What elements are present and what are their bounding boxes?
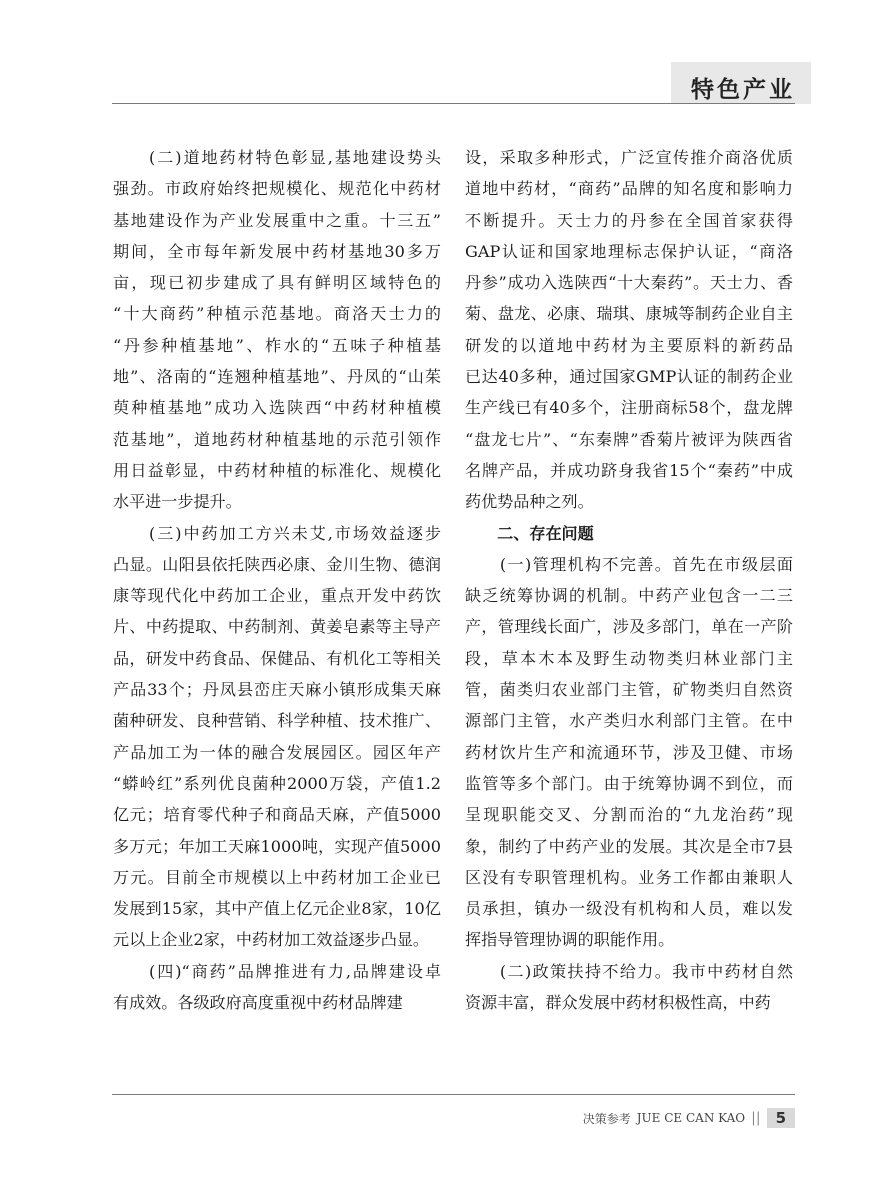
text-line: (四)“商药”品牌推进有力,品牌建设卓: [113, 961, 441, 981]
text-line: 亿元；培育零代种子和商品天麻，产值5000: [113, 805, 441, 825]
text-line: 药材饮片生产和流通环节，涉及卫健、市场: [465, 742, 793, 762]
text-line: 强劲。市政府始终把规模化、规范化中药材: [113, 179, 441, 199]
page-number: 5: [767, 1108, 795, 1128]
text-line: 设，采取多种形式，广泛宣传推介商洛优质: [465, 148, 793, 167]
text-line: 生产线已有40多个，注册商标58个，盘龙牌: [465, 398, 793, 418]
text-line: 象，制约了中药产业的发展。其次是全市7县: [465, 836, 793, 856]
text-line: 呈现职能交叉、分割而治的“九龙治药”现: [465, 805, 793, 825]
text-line: 挥指导管理协调的职能作用。: [465, 930, 675, 950]
text-line: 期间，全市每年新发展中药材基地30多万: [113, 241, 441, 261]
text-line: “蟒岭红”系列优良菌种2000万袋，产值1.2: [113, 773, 441, 793]
text-line: 缺乏统筹协调的机制。中药产业包含一二三: [465, 586, 793, 606]
page-footer: [583, 1108, 795, 1128]
text-line: 亩，现已初步建成了具有鲜明区域特色的: [113, 273, 441, 293]
text-line: 发展到15家，其中产值上亿元企业8家，10亿: [113, 899, 441, 919]
text-line: 源部门主管，水产类归水利部门主管。在中: [465, 711, 793, 731]
text-line: 有成效。各级政府高度重视中药材品牌建: [113, 993, 403, 1013]
text-line: 品，研发中药食品、保健品、有机化工等相关: [113, 648, 441, 668]
text-line: “盘龙七片”、“东秦牌”香菊片被评为陕西省: [465, 429, 793, 449]
text-line: 产，管理线长面广，涉及多部门，单在一产阶: [465, 617, 793, 637]
text-line: 不断提升。天士力的丹参在全国首家获得: [465, 210, 793, 230]
journal-name-cn: 决策参考: [582, 1111, 631, 1126]
text-line: (一)管理机构不完善。首先在市级层面: [465, 554, 793, 574]
footer-rule: [112, 1094, 795, 1095]
right-column: [465, 142, 793, 1018]
text-line: 员承担，镇办一级没有机构和人员，难以发: [465, 899, 793, 919]
text-line: (二)道地药材特色彰显,基地建设势头: [113, 148, 441, 167]
text-line: 凸显。山阳县依托陕西必康、金川生物、德润: [113, 554, 441, 574]
text-line: 用日益彰显，中药材种植的标准化、规模化: [113, 460, 441, 480]
text-line: GAP认证和国家地理标志保护认证，“商洛: [465, 241, 793, 261]
text-line: (二)政策扶持不给力。我市中药材自然: [465, 961, 793, 981]
text-line: 产品加工为一体的融合发展园区。园区年产: [113, 742, 441, 762]
text-line: 多万元；年加工天麻1000吨，实现产值5000: [113, 836, 441, 856]
journal-name-pinyin: JUE CE CAN KAO: [636, 1111, 746, 1125]
text-line: 丹参”成功入选陕西“十大秦药”。天士力、香: [465, 273, 793, 293]
text-line: 产品33个；丹凤县峦庄天麻小镇形成集天麻: [113, 680, 441, 700]
text-line: (三)中药加工方兴未艾,市场效益逐步: [113, 523, 441, 543]
text-line: 菊、盘龙、必康、瑞琪、康城等制药企业自主: [465, 304, 793, 324]
section-label: 特色产业: [691, 77, 795, 103]
text-line: 地”、洛南的“连翘种植基地”、丹凤的“山茱: [113, 367, 441, 387]
text-line: 范基地”，道地药材种植基地的示范引领作: [113, 429, 441, 449]
header-rule: [112, 103, 795, 104]
text-line: 研发的以道地中药材为主要原料的新药品: [465, 335, 793, 355]
left-column: [113, 142, 441, 1018]
text-line: “丹参种植基地”、柞水的“五味子种植基: [113, 335, 441, 355]
text-line: 康等现代化中药加工企业，重点开发中药饮: [113, 586, 441, 606]
text-line: 资源丰富，群众发展中药材积极性高，中药: [465, 993, 771, 1013]
text-line: 管，菌类归农业部门主管，矿物类归自然资: [465, 680, 793, 700]
text-line: 二、存在问题: [465, 523, 594, 543]
footer-separator: ||: [751, 1110, 761, 1126]
text-line: “十大商药”种植示范基地。商洛天士力的: [113, 304, 441, 324]
text-line: 监管等多个部门。由于统筹协调不到位，而: [465, 773, 793, 793]
text-line: 药优势品种之列。: [465, 492, 594, 512]
text-line: 已达40多种，通过国家GMP认证的制药企业: [465, 367, 793, 387]
text-line: 片、中药提取、中药制剂、黄姜皂素等主导产: [113, 617, 441, 637]
text-line: 段，草本木本及野生动物类归林业部门主: [465, 648, 793, 668]
text-line: 名牌产品，并成功跻身我省15个“秦药”中成: [465, 460, 793, 480]
text-line: 区没有专职管理机构。业务工作都由兼职人: [465, 867, 793, 887]
text-line: 万元。目前全市规模以上中药材加工企业已: [113, 867, 441, 887]
text-line: 萸种植基地”成功入选陕西“中药材种植模: [113, 398, 441, 418]
text-line: 菌种研发、良种营销、科学种植、技术推广、: [113, 711, 441, 731]
text-line: 元以上企业2家，中药材加工效益逐步凸显。: [113, 930, 430, 950]
text-line: 水平进一步提升。: [113, 492, 242, 512]
text-line: 基地建设作为产业发展重中之重。十三五”: [113, 210, 441, 230]
text-line: 道地中药材，“商药”品牌的知名度和影响力: [465, 179, 793, 199]
